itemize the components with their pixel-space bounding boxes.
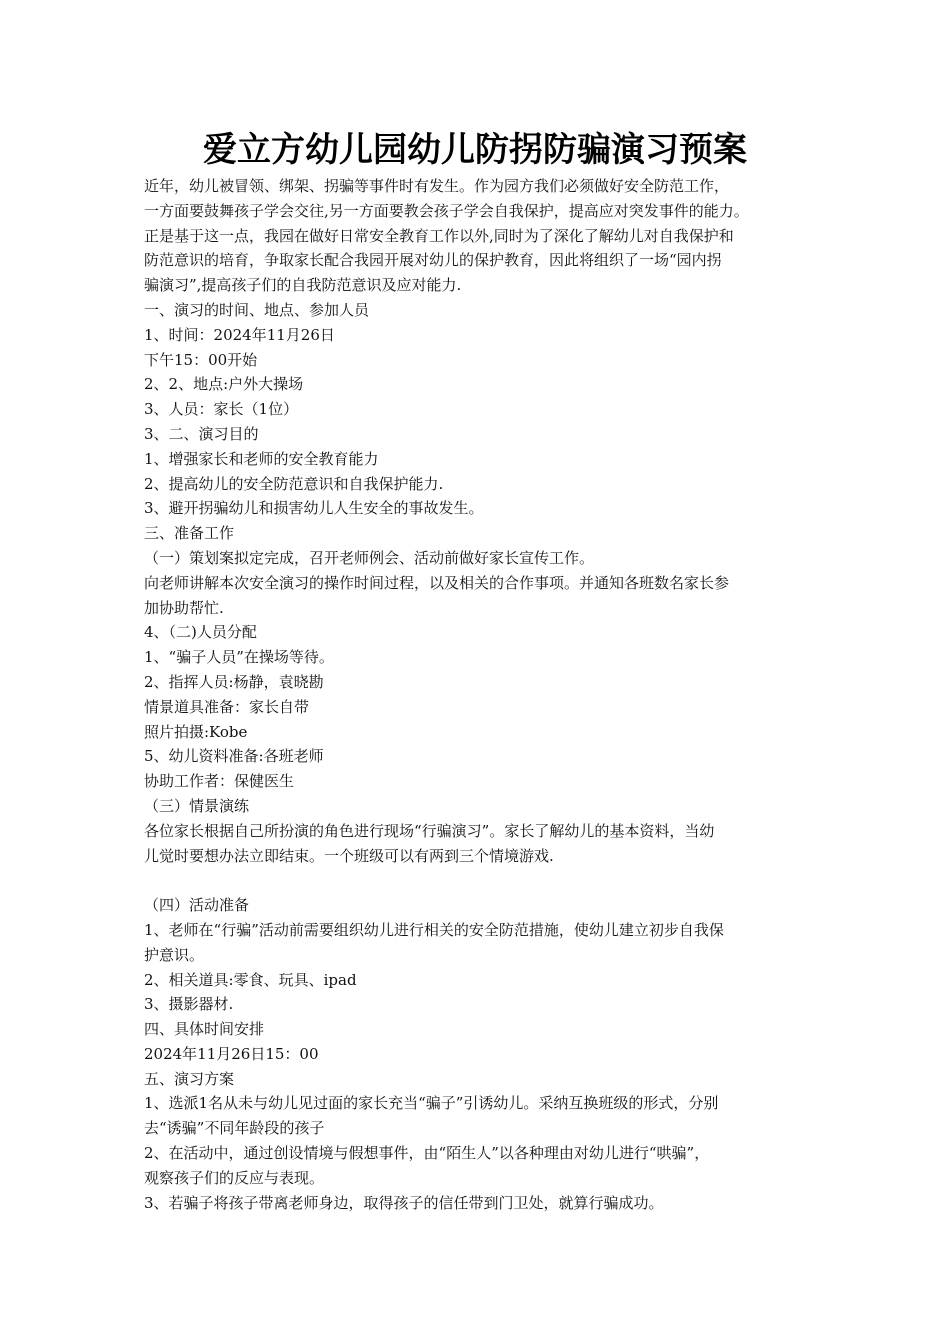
body-line: 2、在活动中，通过创设情境与假想事件，由“陌生人”以各种理由对幼儿进行“哄骗”， [144,1144,710,1163]
body-line: 加协助帮忙. [144,598,224,617]
body-line: 向老师讲解本次安全演习的操作时间过程，以及相关的合作事项。并通知各班数名家长参 [144,573,730,592]
body-line: 下午15：00开始 [144,350,258,369]
body-line: 儿觉时要想办法立即结束。一个班级可以有两到三个情境游戏. [144,846,554,865]
body-line: 2、提高幼儿的安全防范意识和自我保护能力. [144,474,444,493]
body-line: 1、选派1名从未与幼儿见过面的家长充当“骗子”引诱幼儿。采纳互换班级的形式，分别 [144,1094,719,1113]
body-line: 2、相关道具:零食、玩具、ipad [144,970,357,989]
body-line: 去“诱骗”不同年龄段的孩子 [144,1119,325,1138]
body-line: 2024年11月26日15：00 [144,1044,319,1063]
body-line: 一、演习的时间、地点、参加人员 [144,300,370,319]
body-line: （一）策划案拟定完成，召开老师例会、活动前做好家长宣传工作。 [144,548,595,567]
body-line: 2、指挥人员:杨静，袁晓勘 [144,672,324,691]
body-line: 1、“骗子人员”在操场等待。 [144,648,334,667]
body-line: 1、增强家长和老师的安全教育能力 [144,449,379,468]
document-body [144,174,824,1215]
body-line: 3、避开拐骗幼儿和损害幼儿人生安全的事故发生。 [144,499,484,518]
body-line: 四、具体时间安排 [144,1020,265,1039]
body-line: 1、老师在“行骗”活动前需要组织幼儿进行相关的安全防范措施，使幼儿建立初步自我保 [144,920,724,939]
body-line: 3、摄影器材. [144,995,234,1014]
blank-line [144,868,824,893]
body-line: （三）情景演练 [144,796,250,815]
body-line: 五、演习方案 [144,1069,235,1088]
body-line: 3、二、演习目的 [144,424,259,443]
body-line: 防范意识的培育，争取家长配合我园开展对幼儿的保护教育，因此将组织了一场“园内拐 [144,251,722,270]
body-line: 3、人员：家长（1位） [144,400,299,419]
body-line: 1、时间：2024年11月26日 [144,325,335,344]
body-line: 近年，幼儿被冒领、绑架、拐骗等事件时有发生。作为园方我们必须做好安全防范工作， [144,177,730,195]
body-line: 5、幼儿资料准备:各班老师 [144,747,324,766]
body-line: 照片拍摄:Kobe [144,722,248,741]
body-line: 4、（二)人员分配 [144,623,257,642]
body-line: 情景道具准备：家长自带 [144,697,310,716]
body-line: 三、准备工作 [144,524,235,543]
body-line: 3、若骗子将孩子带离老师身边，取得孩子的信任带到门卫处，就算行骗成功。 [144,1193,664,1212]
body-line: 正是基于这一点，我园在做好日常安全教育工作以外,同时为了深化了解幼儿对自我保护和 [144,226,734,245]
body-line: 观察孩子们的反应与表现。 [144,1168,325,1187]
body-line: 护意识。 [144,945,205,964]
body-line: 骗演习”,提高孩子们的自我防范意识及应对能力. [144,276,462,295]
body-line: 2、2、地点:户外大操场 [144,375,304,394]
document-title: 爱立方幼儿园幼儿防拐防骗演习预案 [203,130,747,170]
body-line: 协助工作者：保健医生 [144,772,295,791]
body-line: （四）活动准备 [144,896,250,915]
body-line: 各位家长根据自己所扮演的角色进行现场“行骗演习”。家长了解幼儿的基本资料，当幼 [144,821,715,840]
body-line: 一方面要鼓舞孩子学会交往,另一方面要教会孩子学会自我保护，提高应对突发事件的能力。 [144,201,749,220]
